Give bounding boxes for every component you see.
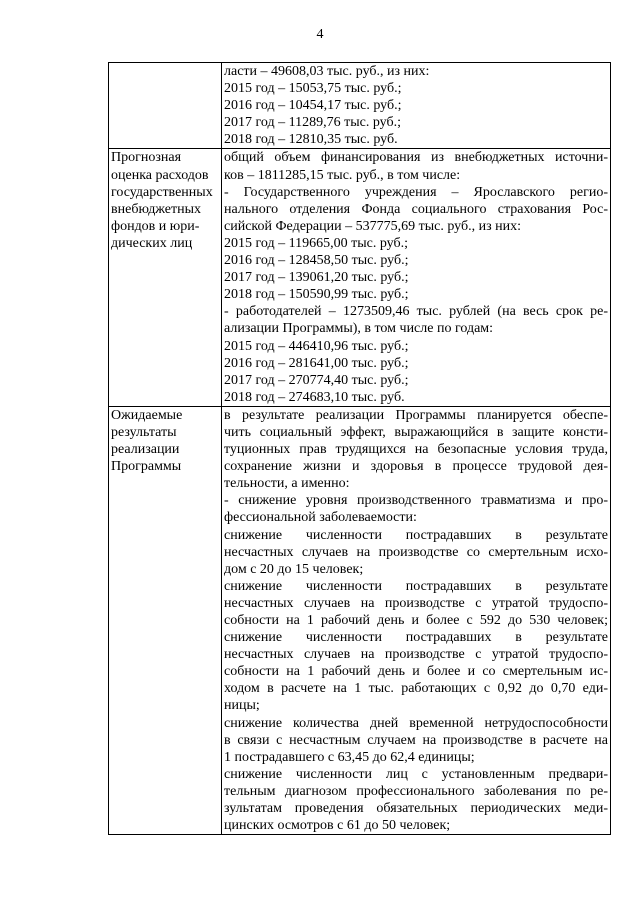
row-value-line: ализации Программы), в том числе по годам: (224, 321, 494, 337)
table-row (109, 63, 611, 149)
row-value-line: ницы; (224, 698, 260, 714)
row-value-line: 2017 год – 139061,20 тыс. руб.; (224, 270, 409, 286)
row-value-line: 1 пострадавшего с 63,45 до 62,4 единицы; (224, 749, 475, 765)
row-value-cell (222, 406, 611, 834)
row-value-line: - работодателей – 1273509,46 тыс. рублей (на весь срок ре- (224, 304, 608, 320)
page-number: 4 (316, 27, 324, 42)
row-value-line: сохранение жизни и здоровья в процессе трудовой дея- (224, 459, 608, 475)
row-value-line: ласти – 49608,03 тыс. руб., из них: (224, 64, 430, 79)
row-label-line: Ожидаемые (111, 407, 183, 423)
row-value-cell (222, 149, 611, 406)
row-value-line: в связи с несчастным случаем на производстве в расчете на (224, 732, 608, 748)
row-value-line: снижение численности лиц с установленным предвари- (224, 766, 608, 782)
row-value-line: 2018 год – 150590,99 тыс. руб.; (224, 287, 409, 303)
row-label-line: государственных (111, 184, 213, 200)
row-value-line: собности на 1 рабочий день и более с 592 до 530 человек; (224, 613, 608, 628)
row-value-line: общий объем финансирования из внебюджетных источни- (224, 150, 608, 166)
row-label-line: Программы (111, 459, 182, 475)
row-value-line: 2015 год – 119665,00 тыс. руб.; (224, 235, 408, 251)
row-value-line: чить социальный эффект, выражающийся в защите консти- (224, 424, 608, 440)
row-value-line: 2018 год – 274683,10 тыс. руб. (224, 389, 405, 405)
passport-table (108, 62, 611, 835)
row-value-line: в результате реализации Программы планируется обеспе- (224, 407, 608, 423)
table-row (109, 149, 611, 406)
row-value-line: 2017 год – 270774,40 тыс. руб.; (224, 372, 409, 388)
row-label-line: реализации (111, 442, 180, 458)
row-value-line: нального отделения Фонда социального страхования Рос- (224, 201, 608, 217)
row-value-line: - снижение уровня производственного травматизма и про- (224, 493, 608, 509)
row-value-line: ков – 1811285,15 тыс. руб., в том числе: (224, 167, 461, 183)
row-label-cell (109, 406, 222, 834)
row-label-line: дических лиц (111, 235, 193, 251)
row-value-line: зультатам проведения обязательных периодических меди- (224, 801, 608, 817)
row-value-line: несчастных случаев на производстве с утратой трудоспо- (224, 647, 608, 663)
row-value-line: 2016 год – 128458,50 тыс. руб.; (224, 253, 409, 269)
row-value-line: 2015 год – 446410,96 тыс. руб.; (224, 338, 409, 354)
row-value-cell (222, 63, 611, 149)
row-value-line: 2017 год – 11289,76 тыс. руб.; (224, 115, 401, 131)
table-row (109, 406, 611, 834)
row-label-line: внебюджетных (111, 201, 202, 217)
row-value-line: - Государственного учреждения – Ярославского регио- (224, 184, 608, 200)
row-value-line: 2015 год – 15053,75 тыс. руб.; (224, 81, 402, 97)
row-value-line: снижение численности пострадавших в результате (224, 527, 608, 543)
row-value-line: ходом в расчете на 1 тыс. работающих с 0,92 до 0,70 еди- (224, 681, 608, 697)
row-label-line: оценка расходов (111, 167, 209, 183)
row-value-line: несчастных случаев на производстве со смертельным исхо- (224, 544, 608, 560)
row-value-line: цинских осмотров с 61 до 50 человек; (224, 818, 451, 834)
row-value-line: туционных прав трудящихся на безопасные условия труда, (224, 442, 608, 458)
row-value-line: фессиональной заболеваемости: (224, 510, 417, 526)
row-value-line: 2018 год – 12810,35 тыс. руб. (224, 132, 398, 148)
row-label-line: фондов и юри- (111, 218, 200, 234)
row-value-line: собности на 1 рабочий день и более и со смертельным ис- (224, 664, 608, 680)
row-value-line: тельности, а именно: (224, 476, 350, 492)
row-value-line: снижение количества дней временной нетрудоспособности (224, 715, 608, 731)
row-value-line: снижение численности пострадавших в результате (224, 630, 608, 646)
row-label-cell (109, 149, 222, 406)
row-value-line: несчастных случаев на производстве с утратой трудоспо- (224, 595, 608, 611)
row-value-line: 2016 год – 281641,00 тыс. руб.; (224, 355, 409, 371)
row-value-line: тельным диагнозом профессионального заболевания по ре- (224, 783, 608, 799)
row-value-line: 2016 год – 10454,17 тыс. руб.; (224, 98, 402, 114)
row-label-line: результаты (111, 424, 177, 440)
row-label-line: Прогнозная (111, 150, 182, 166)
row-value-line: дом с 20 до 15 человек; (224, 561, 364, 577)
row-value-line: снижение численности пострадавших в результате (224, 578, 608, 594)
row-value-line: сийской Федерации – 537775,69 тыс. руб., из них: (224, 218, 522, 234)
row-label-cell (109, 63, 222, 149)
